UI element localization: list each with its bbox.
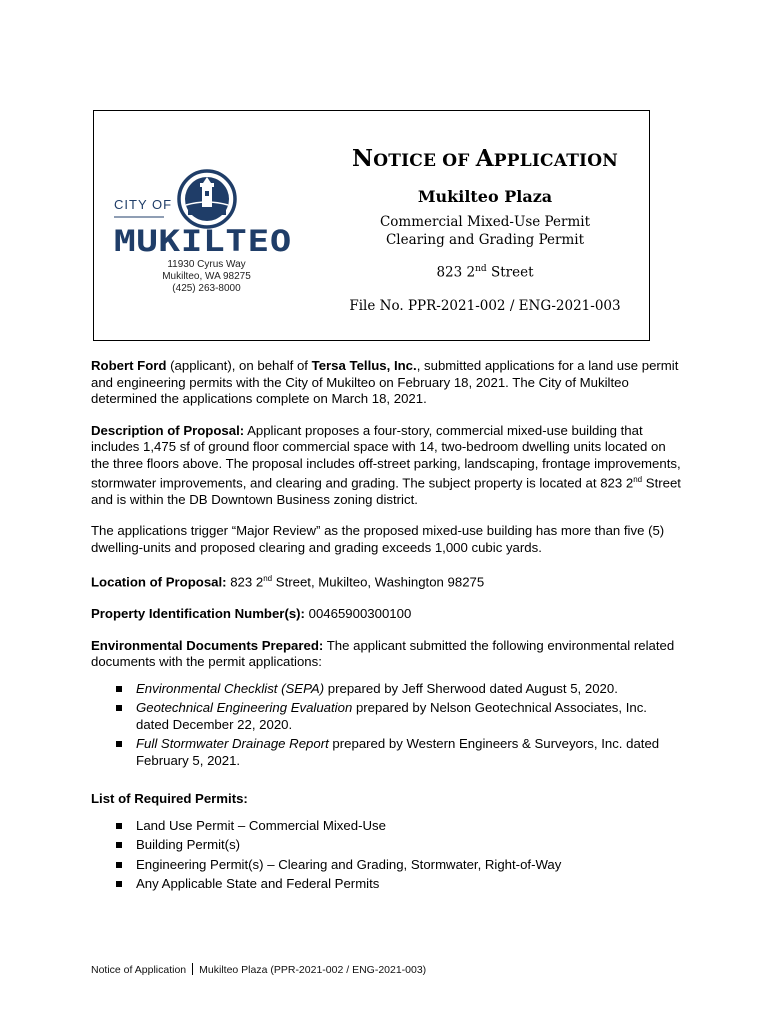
notice-body: [91, 358, 681, 905]
description-paragraph: Description of Proposal: Applicant proposes a four-story, commercial mixed-use building that includes 1,475 sf of ground floor commercial space with 14, two-bedroom dwelling units located on the three floors above. The proposal includes off-street parking, landscaping, frontage improvements, stormwater improvements, and clearing and grading. The subject property is located at 823 2nd Street and is within the DB Downtown Business zoning district.: [91, 422, 681, 507]
notice-title: NOTICE OF APPLICATION: [352, 145, 618, 172]
project-name: Mukilteo Plaza: [417, 187, 553, 206]
address-line1: 11930 Cyrus Way: [167, 259, 246, 270]
list-item: Engineering Permit(s) – Clearing and Grading, Stormwater, Right-of-Way: [136, 857, 681, 874]
city-address: [94, 259, 319, 295]
logo-mukilteo: MUKILTEO: [114, 224, 292, 258]
list-item: Full Stormwater Drainage Report prepared by Western Engineers & Surveyors, Inc. dated February 5, 2021.: [136, 736, 681, 769]
required-permits-list: [91, 818, 681, 893]
permit-type-2: Clearing and Grading Permit: [385, 232, 585, 248]
location-paragraph: Location of Proposal: 823 2nd Street, Mukilteo, Washington 98275: [91, 574, 485, 590]
footer-left: Notice of Application: [91, 964, 187, 976]
address-phone: (425) 263-8000: [172, 283, 241, 294]
parcel-paragraph: Property Identification Number(s): 00465900300100: [91, 606, 412, 622]
page-footer: [91, 963, 426, 976]
permits-heading: List of Required Permits:: [91, 791, 248, 807]
city-logo: [112, 169, 302, 259]
address-line2: Mukilteo, WA 98275: [162, 271, 251, 282]
list-item: Environmental Checklist (SEPA) prepared by Jeff Sherwood dated August 5, 2020.: [136, 681, 681, 698]
intro-paragraph: Robert Ford (applicant), on behalf of Tersa Tellus, Inc., submitted applications for a land use permit and engineering permits with the City of Mukilteo on February 18, 2021. The City of Mukilteo determined the applications complete on March 18, 2021.: [91, 358, 679, 406]
header-box: [93, 110, 650, 341]
footer-right: Mukilteo Plaza (PPR-2021-002 / ENG-2021-003): [199, 964, 427, 976]
file-number: File No. PPR-2021-002 / ENG-2021-003: [349, 298, 621, 314]
logo-city-of: CITY OF: [114, 197, 173, 212]
list-item: Land Use Permit – Commercial Mixed-Use: [136, 818, 681, 835]
footer-divider: [192, 963, 193, 975]
logo-column: [94, 111, 319, 340]
site-address: 823 2nd Street: [436, 264, 534, 281]
environmental-paragraph: Environmental Documents Prepared: The applicant submitted the following environmental related documents with the permit applications:: [91, 637, 675, 670]
list-item: Any Applicable State and Federal Permits: [136, 876, 681, 893]
title-block: [319, 111, 651, 340]
list-item: Building Permit(s): [136, 837, 681, 854]
permit-type-1: Commercial Mixed-Use Permit: [379, 214, 591, 230]
environmental-docs-list: [91, 681, 681, 770]
trigger-paragraph: The applications trigger “Major Review” as the proposed mixed-use building has more than five (5) dwelling-units and proposed clearing and grading exceeds 1,000 cubic yards.: [91, 523, 665, 555]
list-item: Geotechnical Engineering Evaluation prepared by Nelson Geotechnical Associates, Inc. dated December 22, 2020.: [136, 700, 681, 733]
